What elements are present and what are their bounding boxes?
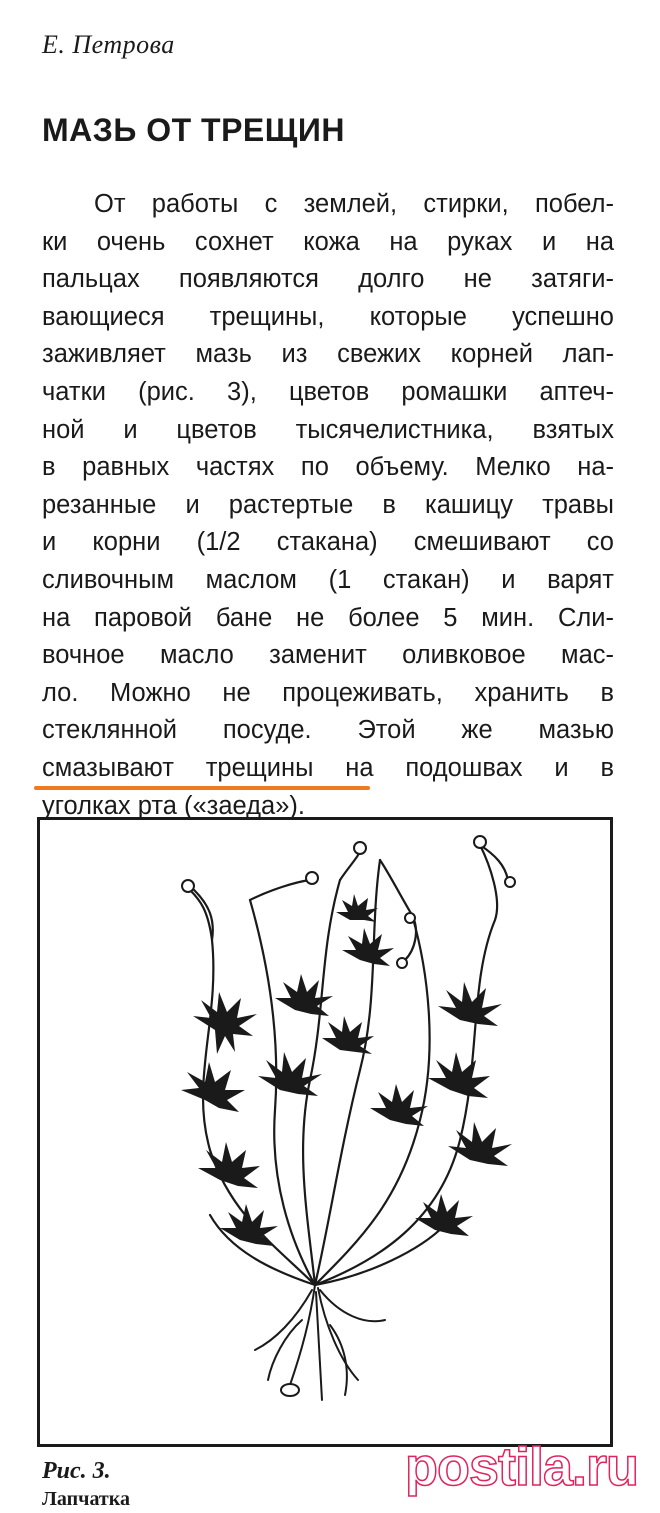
text-line: вочное масло заменит оливковое мас-	[42, 641, 614, 670]
text-line: ки очень сохнет кожа на руках и на	[42, 227, 614, 256]
text-line: чатки (рис. 3), цветов ромашки аптеч-	[42, 377, 614, 406]
text-line: вающиеся трещины, которые успешно	[42, 302, 614, 331]
text-line: уголках рта («заеда»).	[42, 791, 305, 820]
article-title: МАЗЬ ОТ ТРЕЩИН	[42, 112, 345, 148]
figure-frame	[37, 817, 613, 1447]
text-line: и корни (1/2 стакана) смешивают со	[42, 528, 614, 557]
highlight-underline	[34, 786, 370, 790]
text-line: ло. Можно не процеживать, хранить в	[42, 678, 614, 707]
text-line: пальцах появляются долго не затяги-	[42, 265, 614, 294]
figure-caption	[42, 1457, 130, 1513]
text-line: заживляет мазь из свежих корней лап-	[42, 340, 614, 369]
cinquefoil-illustration	[40, 820, 610, 1444]
text-line: стеклянной посуде. Этой же мазью	[42, 716, 614, 745]
text-line: смазывают трещины на подошвах и в	[42, 753, 614, 782]
caption-number: Рис. 3.	[42, 1458, 111, 1484]
text-line: ной и цветов тысячелистника, взятых	[42, 415, 614, 444]
text-line: сливочным маслом (1 стакан) и варят	[42, 565, 614, 594]
watermark-logo: postila.ru	[404, 1437, 638, 1497]
text-line: в равных частях по объему. Мелко на-	[42, 453, 614, 482]
author-name: Е. Петрова	[42, 30, 175, 59]
text-line: От работы с землей, стирки, побел-	[94, 190, 614, 218]
article-body	[42, 186, 614, 825]
caption-plant-name: Лапчатка	[42, 1488, 130, 1510]
text-line: на паровой бане не более 5 мин. Сли-	[42, 603, 614, 632]
text-line: резанные и растертые в кашицу травы	[42, 490, 614, 519]
